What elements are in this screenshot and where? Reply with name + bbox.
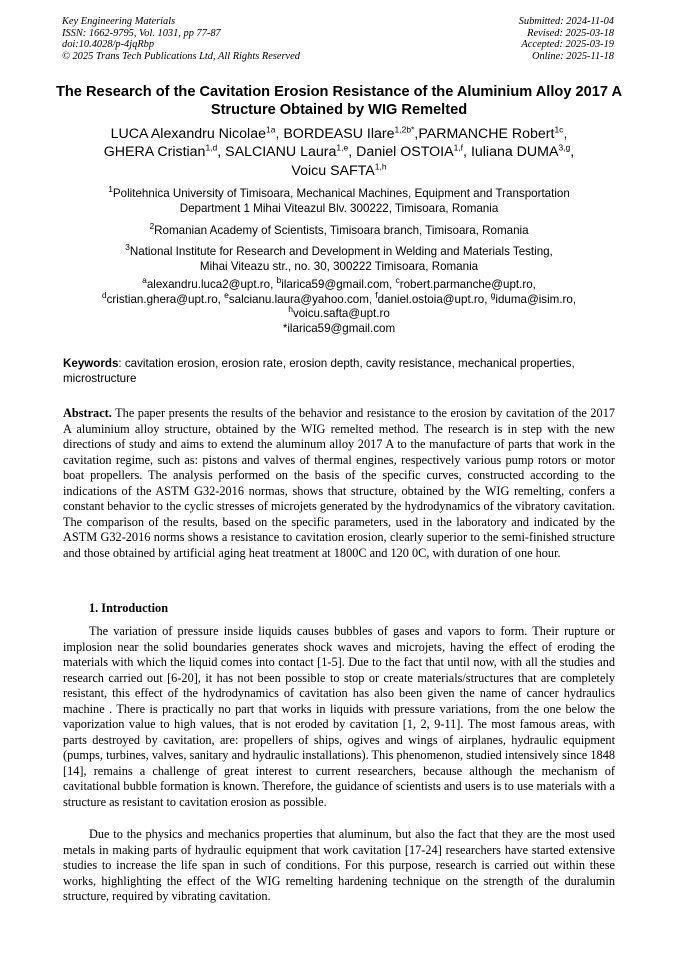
- author-sep: ,: [570, 144, 575, 161]
- affiliation-line: Mihai Viteazu str., no. 30, 300222 Timisoara, Romania: [199, 260, 479, 274]
- journal-header-left: [62, 16, 300, 62]
- journal-name: Key Engineering Materials: [62, 16, 176, 27]
- author-sep: ,: [348, 144, 357, 161]
- email-sup: a: [142, 275, 147, 286]
- author-sep: ,: [563, 126, 568, 142]
- journal-issn: ISSN: 1662-9795, Vol. 1031, pp 77-87: [62, 27, 221, 39]
- author-sep: ,: [414, 126, 419, 142]
- keywords-text: : cavitation erosion, erosion rate, erosion depth, cavity resistance, mechanical properties, microstructure: [63, 357, 575, 385]
- author-sup: 3,g: [558, 142, 571, 153]
- section-heading-introduction: 1. Introduction: [89, 601, 169, 615]
- author-sup: 1,d: [205, 142, 218, 153]
- email-sup: c: [395, 275, 400, 286]
- affiliation-sup: 1: [108, 184, 113, 195]
- journal-copyright: © 2025 Trans Tech Publications Ltd, All Rights Reserved: [62, 50, 300, 62]
- author-name: GHERA Cristian: [103, 144, 206, 161]
- author-list: [40, 125, 638, 180]
- corresponding-email[interactable]: *ilarica59@gmail.com: [282, 321, 396, 335]
- author-sep: ,: [275, 126, 284, 142]
- email-list: [40, 275, 638, 336]
- journal-doi[interactable]: doi:10.4028/p-4jqRbp: [62, 39, 155, 51]
- introduction-paragraph-1: The variation of pressure inside liquids causes bubbles of gases and vapors to form. Their rupture or implosion near the solid boundaries generates shock waves and microjets, having the effect of eroding the materials with which the liquid comes into contact [1-5]. Due to the fact that until now, with all the studies and research carried out [6-20], it has not been possible to stop or create materials/structures that are completely resistant, this effect of the hydrodynamics of cavitation has also been given the name of cancer hydraulics machine . There is practically no part that works in liquids with pressure variations, from the one below the vaporization value to high values, that is not eroded by cavitation [1, 2, 9-11]. The most famous areas, with parts destroyed by cavitation, are: propellers of ships, ogives and wings of airplanes, hydraulic equipment (pumps, turbines, valves, sanitary and hydraulic installations). This phenomenon, studied intensively since 1848 [14], remains a challenge of great interest to current researchers, because although the mechanism of cavitational bubble formation is known. Therefore, the guidance of scientists and users is to use materials with a structure as resistant to cavitation erosion as possible.: [63, 624, 615, 810]
- email-address[interactable]: voicu.safta@upt.ro: [292, 307, 390, 321]
- author-sup: 1a: [265, 124, 276, 135]
- affiliation-line: Department 1 Mihai Viteazul Blv. 300222, Timisoara, Romania: [179, 202, 499, 216]
- author-name: Daniel OSTOIA: [356, 144, 454, 161]
- online-date: Online: 2025-11-18: [531, 50, 614, 62]
- affiliation-sup: 3: [125, 242, 130, 253]
- email-sup: d: [101, 289, 107, 300]
- keywords-label: Keywords: [63, 357, 119, 370]
- author-sup: 1,h: [374, 160, 387, 171]
- email-line: [40, 275, 638, 293]
- keywords: [63, 357, 615, 387]
- email-address[interactable]: ilarica59@gmail.com,: [281, 278, 396, 291]
- affiliation-line: National Institute for Research and Development in Welding and Materials Testing,: [129, 245, 553, 258]
- email-sup: g: [490, 289, 496, 300]
- author-name: BORDEASU Ilare: [283, 126, 395, 142]
- author-sup: 1,2b*: [394, 124, 415, 135]
- author-sup: 1,e: [336, 142, 349, 153]
- affiliation-1: [40, 186, 638, 217]
- email-sup: f: [375, 289, 378, 300]
- email-sup: h: [288, 304, 293, 315]
- abstract-text: The paper presents the results of the behavior and resistance to the erosion by cavitation of the 2017 A aluminium alloy structure, obtained by the WIG remelted method. The research is in step with the new directions of study and aims to extend the aluminum alloy 2017 A to the manufacture of parts that work in the cavitation regime, such as: pistons and valves of thermal engines, respectively various pump rotors or motor boat propellers. The analysis performed on the basis of the specific curves, constructed according to the indications of the ASTM G32-2016 normas, shows that structure, obtained by the WIG remelting, confers a constant behavior to the cyclic stresses of microjets generated by the hydrodynamics of the vibratory cavitation. The comparison of the results, based on the specific parameters, used in the laboratory and indicated by the ASTM G32-2016 norms shows a resistance to cavitation erosion, clearly superior to the semi-finished structure and those obtained by artificial aging heat treatment at 1800C and 120 0C, with duration of one hour.: [63, 406, 615, 560]
- author-name: Voicu SAFTA: [291, 162, 375, 179]
- author-sup: 1c: [554, 124, 564, 135]
- author-name: Iuliana DUMA: [470, 144, 559, 161]
- journal-header-right: [519, 16, 614, 62]
- email-line: [40, 289, 638, 308]
- email-sup: e: [224, 289, 229, 300]
- email-address[interactable]: alexandru.luca2@upt.ro,: [146, 278, 277, 291]
- email-address[interactable]: cristian.ghera@upt.ro,: [106, 292, 225, 306]
- abstract-label: Abstract.: [63, 406, 112, 420]
- email-address[interactable]: salcianu.laura@yahoo.com,: [228, 292, 376, 306]
- affiliation-line: Politehnica University of Timisoara, Mechanical Machines, Equipment and Transportation: [112, 187, 570, 200]
- revised-date: Revised: 2025-03-18: [527, 27, 614, 39]
- affiliation-line: Romanian Academy of Scientists, Timisoara branch, Timisoara, Romania: [154, 224, 529, 237]
- paper-title: The Research of the Cavitation Erosion Resistance of the Aluminium Alloy 2017 A Structure Obtained by WIG Remelted: [55, 84, 623, 118]
- email-address[interactable]: daniel.ostoia@upt.ro,: [377, 292, 491, 306]
- author-name: SALCIANU Laura: [225, 144, 337, 161]
- abstract: [63, 406, 615, 561]
- affiliation-2: [40, 223, 638, 238]
- accepted-date: Accepted: 2025-03-19: [521, 39, 614, 51]
- author-name: PARMANCHE Robert: [418, 126, 555, 142]
- author-sep: ,: [217, 144, 226, 161]
- author-sup: 1,f: [453, 142, 464, 153]
- email-line: [40, 304, 638, 322]
- email-address[interactable]: iduma@isim.ro,: [495, 292, 577, 306]
- submitted-date: Submitted: 2024-11-04: [518, 16, 614, 27]
- email-sup: b: [276, 275, 282, 286]
- introduction-paragraph-2: Due to the physics and mechanics properties that aluminum, but also the fact that they are the most used metals in making parts of hydraulic equipment that work cavitation [17-24] researchers have started extensive studies to increase the life span in such of conditions. For this purpose, research is carried out within these works, highlighting the effect of the WIG remelting hardening technique on the strength of the duralumin structure, required by vibrating cavitation.: [63, 827, 615, 904]
- author-name: LUCA Alexandru Nicolae: [110, 126, 266, 142]
- affiliation-sup: 2: [149, 221, 155, 232]
- affiliation-3: [40, 244, 638, 275]
- email-address[interactable]: robert.parmanche@upt.ro,: [399, 278, 536, 291]
- author-sep: ,: [463, 144, 471, 161]
